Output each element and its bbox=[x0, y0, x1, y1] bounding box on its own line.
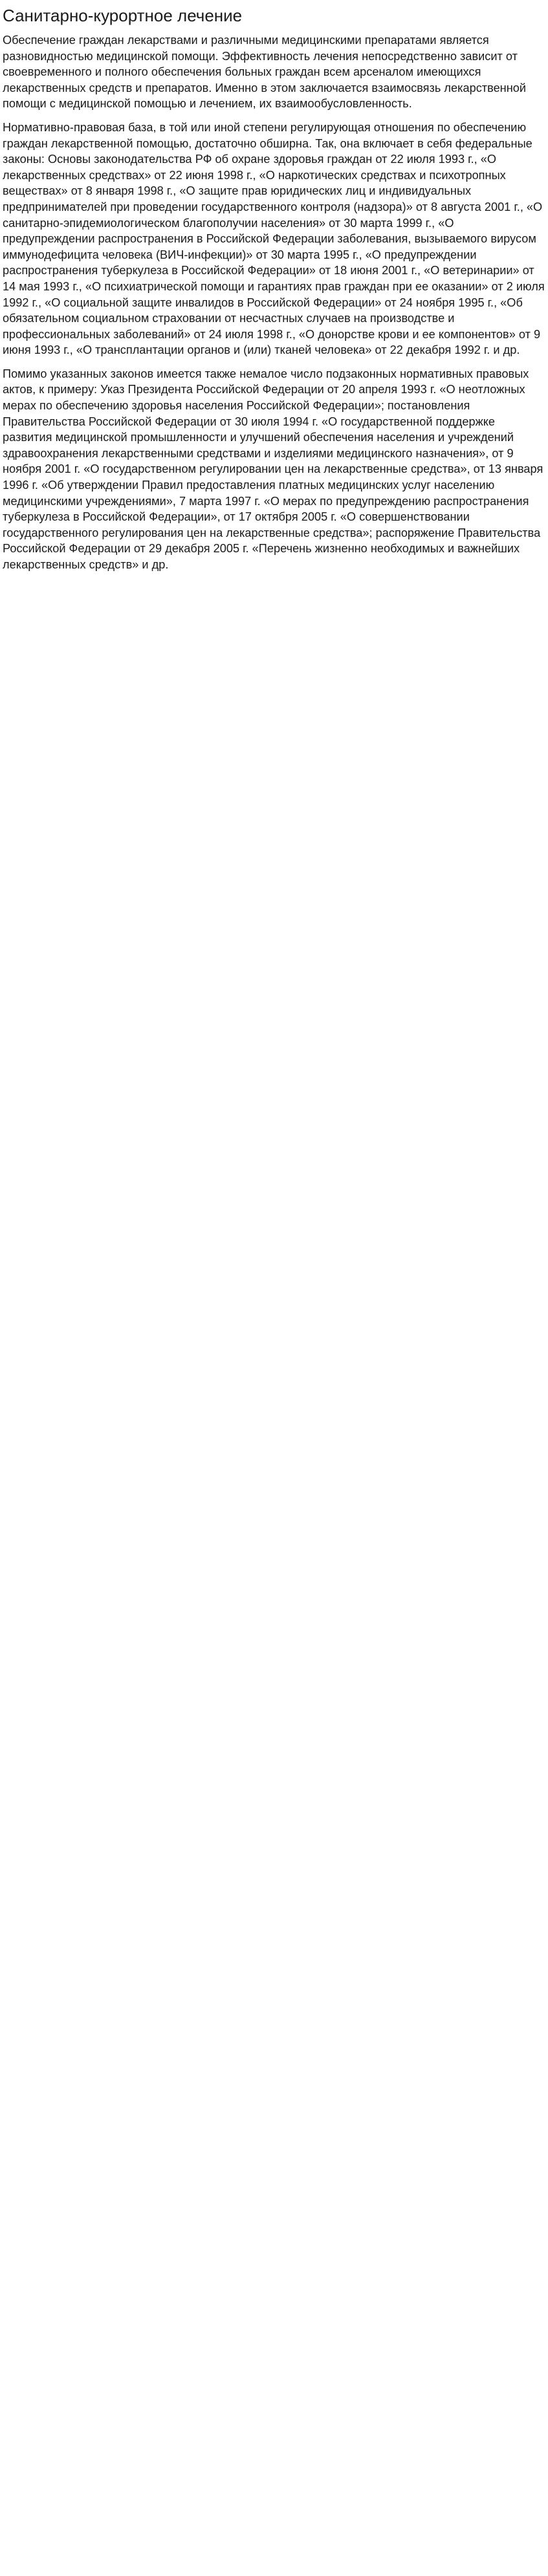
page-title: Санитарно-курортное лечение bbox=[3, 6, 243, 25]
paragraph-1: Обеспечение граждан лекарствами и различными медицинскими препаратами является разновидностью медицинской помощи. Эффективность лечения непосредственно зависит от своевременного и полного обеспечения больных граждан всем арсеналом имеющихся лекарственных средств и препаратов. Именно в этом заключается взаимосвязь лекарственной помощи с медицинской помощью и лечением, их взаимообусловленность. bbox=[3, 34, 527, 111]
article bbox=[0, 0, 548, 586]
paragraph-3: Помимо указанных законов имеется также немалое число подзаконных нормативных правовых актов, к примеру: Указ Президента Российской Федерации от 20 апреля 1993 г. «О неотложных мерах по обеспечению здоровья населения Российской Федерации»; постановления Правительства Российской Федерации от 30 июля 1994 г. «О государственной поддержке развития медицинской промышленности и улучшений обеспечения населения и учреждений здравоохранения лекарственными средствами и изделиями медицинского назначения», от 9 ноября 2001 г. «О государственном регулировании цен на лекарственные средства», от 13 января 1996 г. «Об утверждении Правил предоставления платных медицинских услуг населению медицинскими учреждениями», 7 марта 1997 г. «О мерах по предупреждению распространения туберкулеза в Российской Федерации», от 17 октября 2005 г. «О совершенствовании государственного регулирования цен на лекарственные средства»; распоряжение Правительства Российской Федерации от 29 декабря 2005 г. «Перечень жизненно необходимых и важнейших лекарственных средств» и др. bbox=[3, 367, 543, 571]
paragraph-2: Нормативно-правовая база, в той или иной степени регулирующая отношения по обеспечению граждан лекарственной помощью, достаточно обширна. Так, она включает в себя федеральные законы: Основы законодательства РФ об охране здоровья граждан от 22 июля 1993 г., «О лекарственных средствах» от 22 июня 1998 г., «О наркотических средствах и психотропных веществах» от 8 января 1998 г., «О защите прав юридических лиц и индивидуальных предпринимателей при проведении государственного контроля (надзора)» от 8 августа 2001 г., «О санитарно-эпидемиологическом благополучии населения» от 30 марта 1999 г., «О предупреждении распространения в Российской Федерации заболевания, вызываемого вирусом иммунодефицита человека (ВИЧ-инфекции)» от 30 марта 1995 г., «О предупреждении распространения туберкулеза в Российской Федерации» от 18 июня 2001 г., «О ветеринарии» от 14 мая 1993 г., «О психиатрической помощи и гарантиях прав граждан при ее оказании» от 2 июля 1992 г., «О социальной защите инвалидов в Российской Федерации» от 24 ноября 1995 г., «Об обязательном социальном страховании от несчастных случаев на производстве и профессиональных заболеваний» от 24 июля 1998 г., «О донорстве крови и ее компонентов» от 9 июня 1993 г., «О трансплантации органов и (или) тканей человека» от 22 декабря 1992 г. и др. bbox=[3, 120, 545, 357]
